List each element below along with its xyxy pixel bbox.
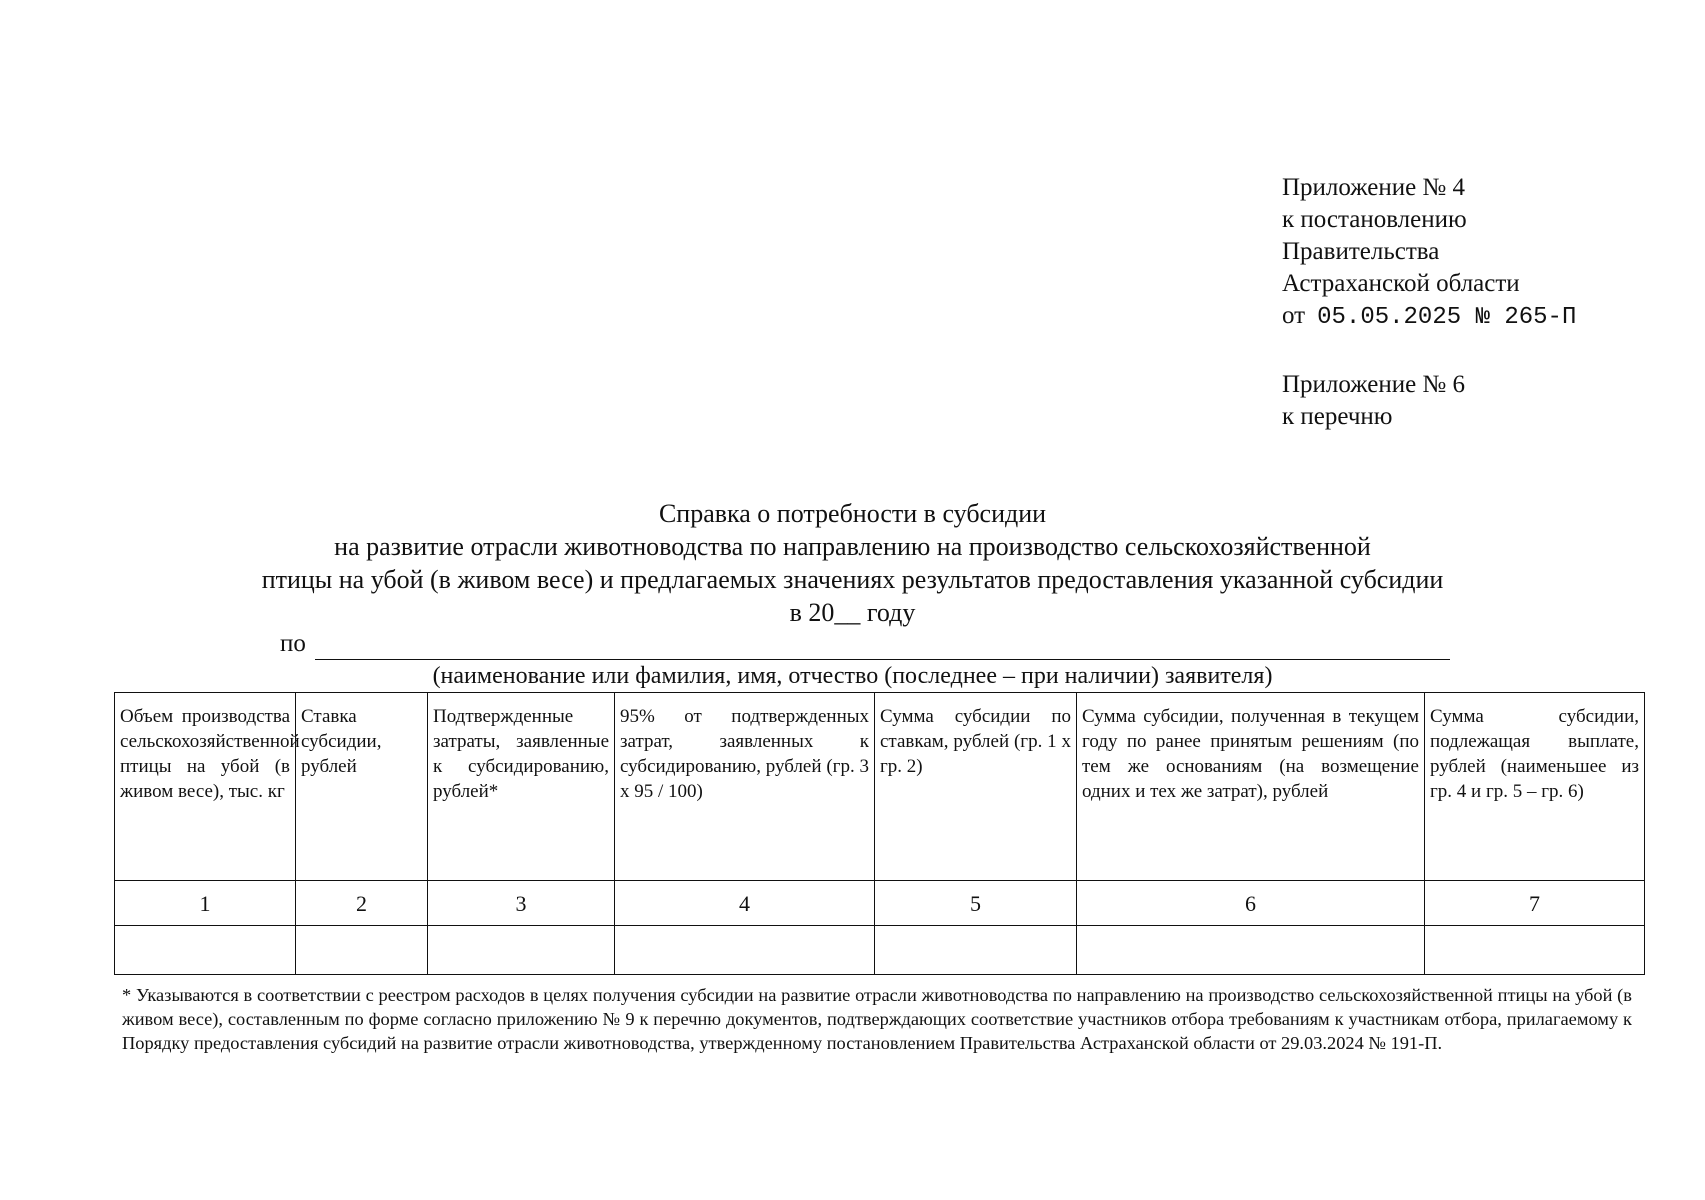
column-number-row	[115, 881, 1645, 926]
appendix-4-line-4: Астраханской области	[1282, 270, 1520, 297]
title-line-4: в 20__ году	[789, 598, 916, 627]
header-cell-5: Сумма субсидии по ставкам, рублей (гр. 1 х гр. 2)	[875, 693, 1077, 881]
value-cell-3[interactable]	[428, 926, 615, 975]
value-cell-6[interactable]	[1077, 926, 1425, 975]
value-cell-7[interactable]	[1425, 926, 1645, 975]
column-number-3: 3	[428, 881, 615, 926]
column-number-5: 5	[875, 881, 1077, 926]
header-cell-1: Объем производства сельскохозяйственной птицы на убой (в живом весе), тыс. кг	[115, 693, 296, 881]
column-number-2: 2	[296, 881, 428, 926]
title-line-2: на развитие отрасли животноводства по направлению на производство сельскохозяйственной	[334, 532, 1371, 561]
column-number-7: 7	[1425, 881, 1645, 926]
applicant-prefix: по	[280, 630, 306, 657]
appendix-4-date-line	[1282, 300, 1576, 334]
table-header-row	[115, 693, 1645, 881]
date-prefix: от	[1282, 302, 1306, 329]
appendix-4-line-3: Правительства	[1282, 238, 1440, 265]
appendix-4-title: Приложение № 4	[1282, 174, 1466, 201]
appendix-4-line-2: к постановлению	[1282, 206, 1467, 233]
applicant-caption: (наименование или фамилия, имя, отчество (последнее – при наличии) заявителя)	[432, 663, 1273, 689]
table-row	[115, 926, 1645, 975]
footnote: * Указываются в соответствии с реестром расходов в целях получения субсидии на развитие отрасли животноводства по направлению на производство сельскохозяйственной птицы на убой (в живом весе), составленным по форме согласно приложению № 9 к перечню документов, подтверждающих соответствие участников отбора требованиям к участникам отбора, прилагаемому к Порядку предоставления субсидий на развитие отрасли животноводства, утвержденному постановлением Правительства Астраханской области от 29.03.2024 № 191-П.	[122, 985, 1632, 1053]
appendix-6-block	[1282, 369, 1465, 433]
appendix-6-line-2: к перечню	[1282, 403, 1393, 430]
appendix-6-title: Приложение № 6	[1282, 371, 1466, 398]
value-cell-2[interactable]	[296, 926, 428, 975]
header-cell-3: Подтвержденные затраты, заявленные к субсидированию, рублей*	[428, 693, 615, 881]
header-cell-2: Ставка субсидии, рублей	[296, 693, 428, 881]
title-line-1: Справка о потребности в субсидии	[658, 499, 1047, 528]
column-number-6: 6	[1077, 881, 1425, 926]
column-number-1: 1	[115, 881, 296, 926]
subsidy-table	[114, 692, 1645, 975]
header-cell-4: 95% от подтвержденных затрат, заявленных к субсидированию, рублей (гр. 3 х 95 / 100)	[615, 693, 875, 881]
value-cell-4[interactable]	[615, 926, 875, 975]
title-line-3: птицы на убой (в живом весе) и предлагаемых значениях результатов предоставления указанной субсидии	[261, 565, 1444, 594]
document-title	[0, 497, 1705, 629]
value-cell-5[interactable]	[875, 926, 1077, 975]
header-cell-6: Сумма субсидии, полученная в текущем году по ранее принятым решениям (по тем же основаниям (на возмещение одних и тех же затрат), рублей	[1077, 693, 1425, 881]
header-cell-7: Сумма субсидии, подлежащая выплате, рублей (наименьшее из гр. 4 и гр. 5 – гр. 6)	[1425, 693, 1645, 881]
column-number-4: 4	[615, 881, 875, 926]
applicant-name-line[interactable]	[315, 659, 1450, 660]
value-cell-1[interactable]	[115, 926, 296, 975]
appendix-4-block	[1282, 172, 1576, 334]
resolution-date-number: 05.05.2025 № 265-П	[1317, 304, 1577, 331]
